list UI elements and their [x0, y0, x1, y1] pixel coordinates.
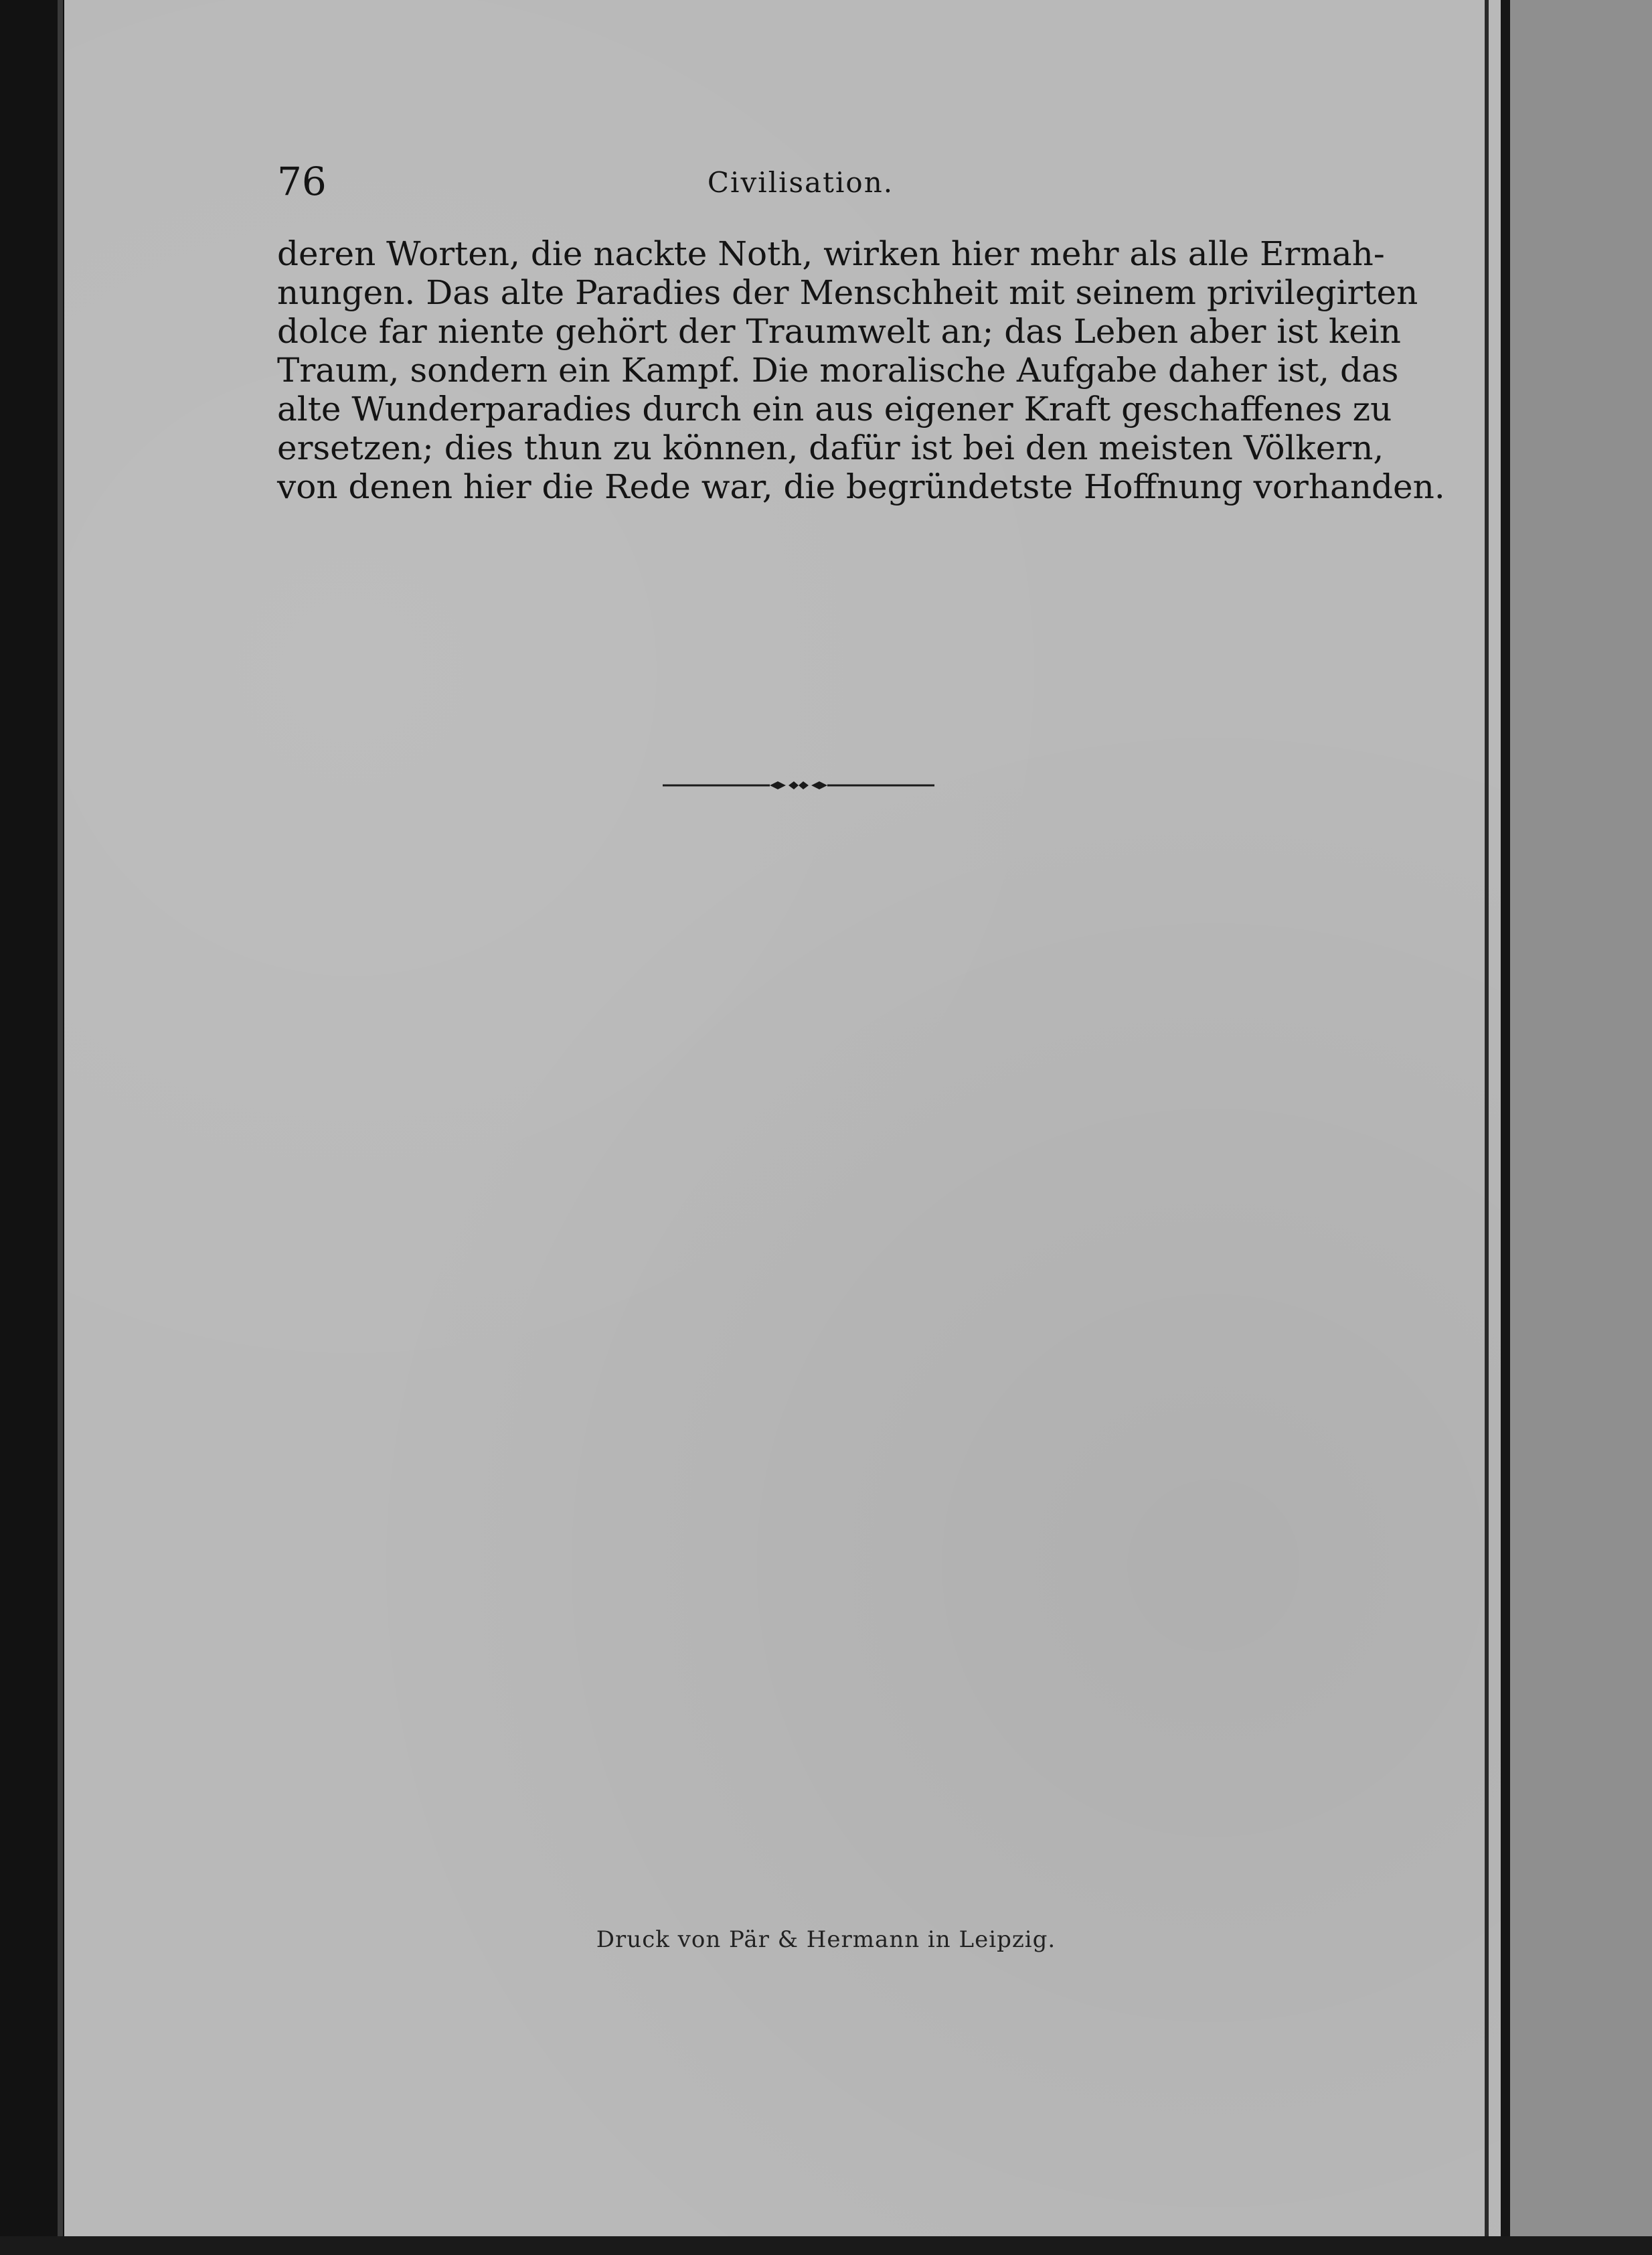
text-line: von denen hier die Rede war, die begründetste Hoffnung vorhanden. — [277, 467, 1445, 506]
text-line: Traum, sondern ein Kampf. Die moralische Aufgabe daher ist, das — [277, 351, 1399, 390]
scan-bottom-border — [0, 2236, 1652, 2255]
divider-flourish — [770, 781, 827, 789]
text-line: nungen. Das alte Paradies der Menschheit mit seinem privilegirten — [277, 273, 1418, 312]
text-line: ersetzen; dies thun zu können, dafür ist bei den meisten Völkern, — [277, 429, 1384, 467]
scan-left-rule — [58, 0, 63, 2236]
printer-imprint: Druck von Pär & Hermann in Leipzig. — [596, 1926, 1056, 1953]
text-line: alte Wunderparadies durch ein aus eigener Kraft geschaffenes zu — [277, 390, 1392, 429]
page-gutter-line — [1485, 0, 1489, 2236]
text-line: deren Worten, die nackte Noth, wirken hier mehr als alle Ermah- — [277, 234, 1385, 273]
scan-left-border — [0, 0, 64, 2236]
running-head: Civilisation. — [707, 166, 894, 199]
page-header — [277, 158, 1324, 205]
facing-page-edge — [1501, 0, 1652, 2236]
body-text — [277, 234, 1445, 506]
ornamental-divider — [663, 775, 934, 795]
text-line: dolce far niente gehört der Traumwelt an; das Leben aber ist kein — [277, 312, 1402, 351]
page-number: 76 — [277, 159, 327, 204]
